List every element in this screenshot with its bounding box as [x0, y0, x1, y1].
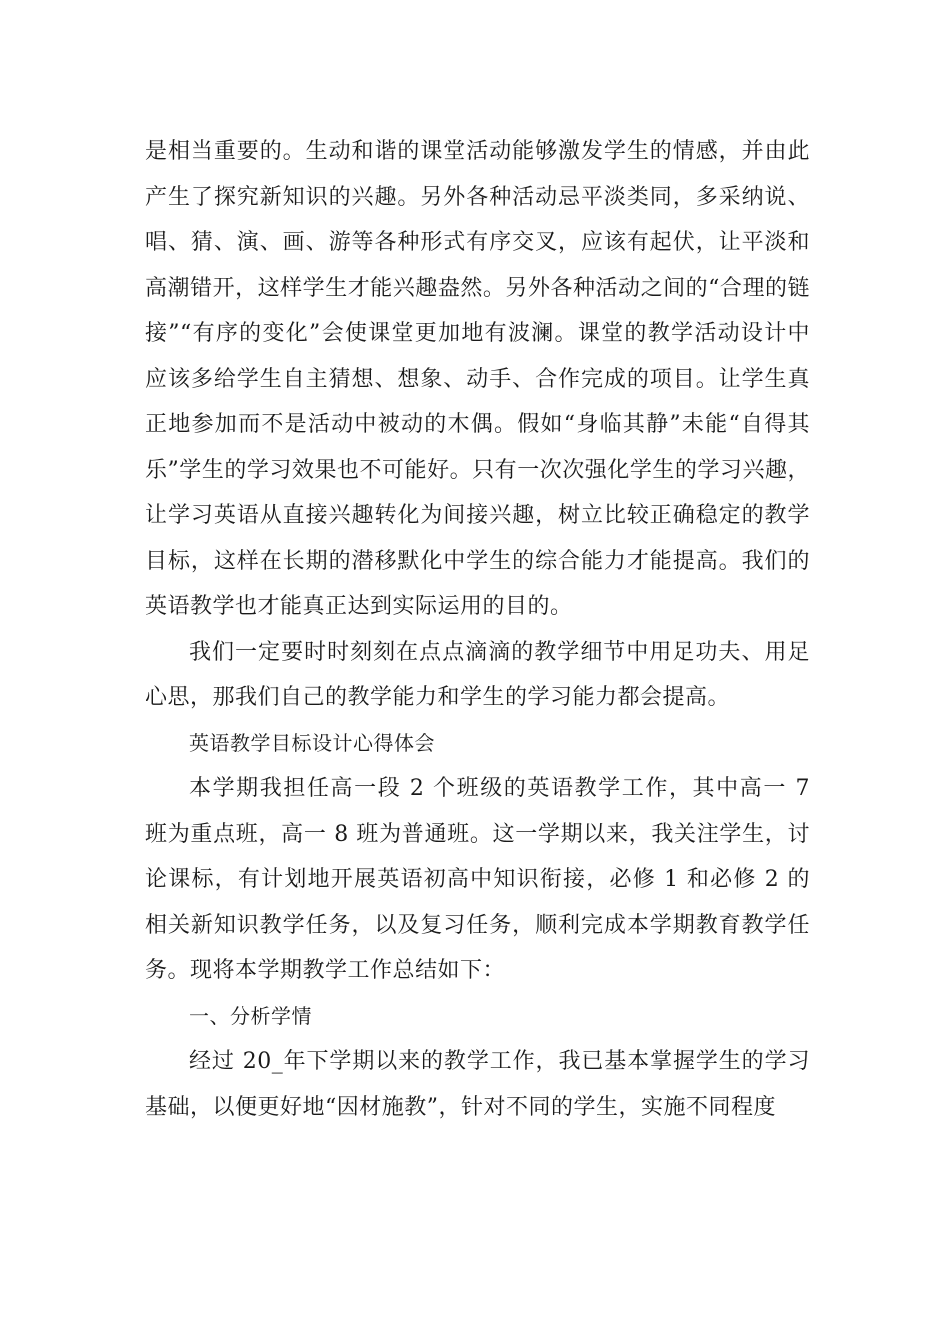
paragraph-continuation: 是相当重要的。生动和谐的课堂活动能够激发学生的情感，并由此产生了探究新知识的兴趣。另外各种活动忌平淡类同，多采纳说、唱、猜、演、画、游等各种形式有序交叉，应该有起伏，让平淡和高潮错开，这样学生才能兴趣盎然。另外各种活动之间的“合理的链接”“有序的变化”会使课堂更加地有波澜。课堂的教学活动设计中应该多给学生自主猜想、想象、动手、合作完成的项目。让学生真正地参加而不是活动中被动的木偶。假如“身临其静”未能“自得其乐”学生的学习效果也不可能好。只有一次次强化学生的学习兴趣，让学习英语从直接兴趣转化为间接兴趣，树立比较正确稳定的教学目标，这样在长期的潜移默化中学生的综合能力才能提高。我们的英语教学也才能真正达到实际运用的目的。: [145, 139, 810, 619]
paragraph-analysis: 经过 20_年下学期以来的教学工作，我已基本掌握学生的学习基础，以便更好地“因材施教”，针对不同的学生，实施不同程度: [145, 1049, 810, 1120]
document-page: [145, 129, 810, 1130]
paragraph-conclusion: 我们一定要时时刻刻在点点滴滴的教学细节中用足功夫、用足心思，那我们自己的教学能力和学生的学习能力都会提高。: [145, 639, 810, 710]
section-title: 英语教学目标设计心得体会: [189, 730, 435, 755]
paragraph-intro: 本学期我担任高一段 2 个班级的英语教学工作，其中高一 7 班为重点班，高一 8 班为普通班。这一学期以来，我关注学生，讨论课标，有计划地开展英语初高中知识衔接，必修 1 和必修 2 的相关新知识教学任务，以及复习任务，顺利完成本学期教育教学任务。现将本学期教学工作总结如下：: [145, 776, 810, 983]
section-heading-analysis: 一、分析学情: [189, 1003, 312, 1028]
